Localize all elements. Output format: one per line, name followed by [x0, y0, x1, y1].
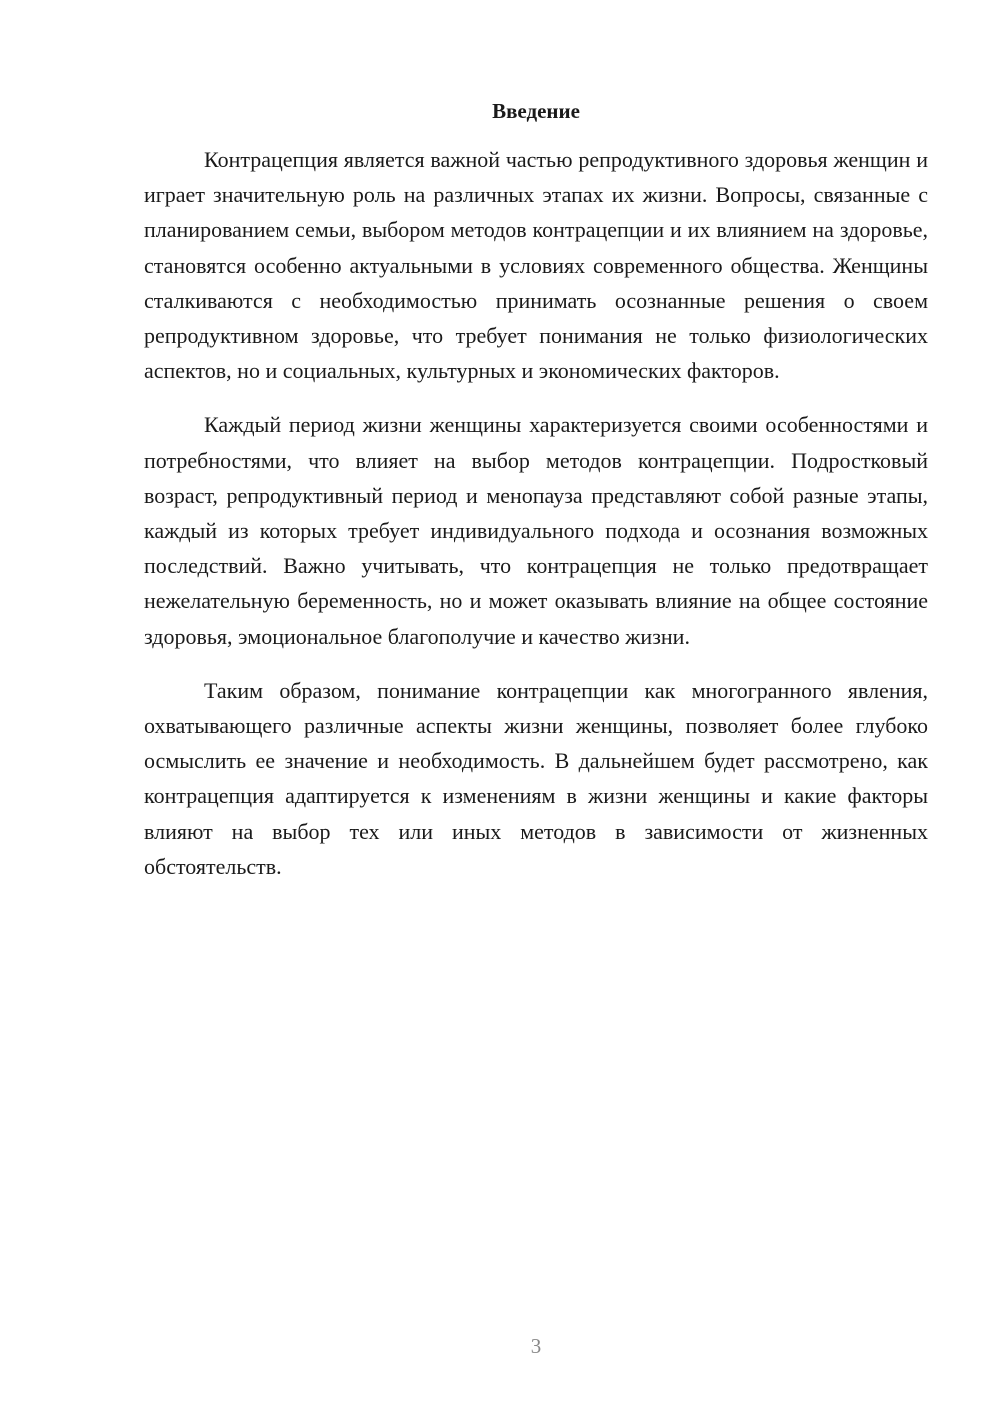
body-text: [144, 142, 928, 903]
page-number: 3: [530, 1334, 542, 1358]
paragraph-1: Контрацепция является важной частью репродуктивного здоровья женщин и играет значительную роль на различных этапах их жизни. Вопросы, связанные с планированием семьи, выбором методов контрацепции и их влиянием на здоровье, становятся особенно актуальными в условиях современного общества. Женщины сталкиваются с необходимостью принимать осознанные решения о своем репродуктивном здоровье, что требует понимания не только физиологических аспектов, но и социальных, культурных и экономических факторов.: [144, 147, 928, 384]
paragraph-3: Таким образом, понимание контрацепции как многогранного явления, охватывающего различные аспекты жизни женщины, позволяет более глубоко осмыслить ее значение и необходимость. В дальнейшем будет рассмотрено, как контрацепция адаптируется к изменениям в жизни женщины и какие факторы влияют на выбор тех или иных методов в зависимости от жизненных обстоятельств.: [144, 677, 928, 879]
section-heading: Введение: [492, 99, 580, 123]
paragraph-2: Каждый период жизни женщины характеризуется своими особенностями и потребностями, что влияет на выбор методов контрацепции. Подростковый возраст, репродуктивный период и менопауза представляют собой разные этапы, каждый из которых требует индивидуального подхода и осознания возможных последствий. Важно учитывать, что контрацепция не только предотвращает нежелательную беременность, но и может оказывать влияние на общее состояние здоровья, эмоциональное благополучие и качество жизни.: [144, 412, 928, 649]
